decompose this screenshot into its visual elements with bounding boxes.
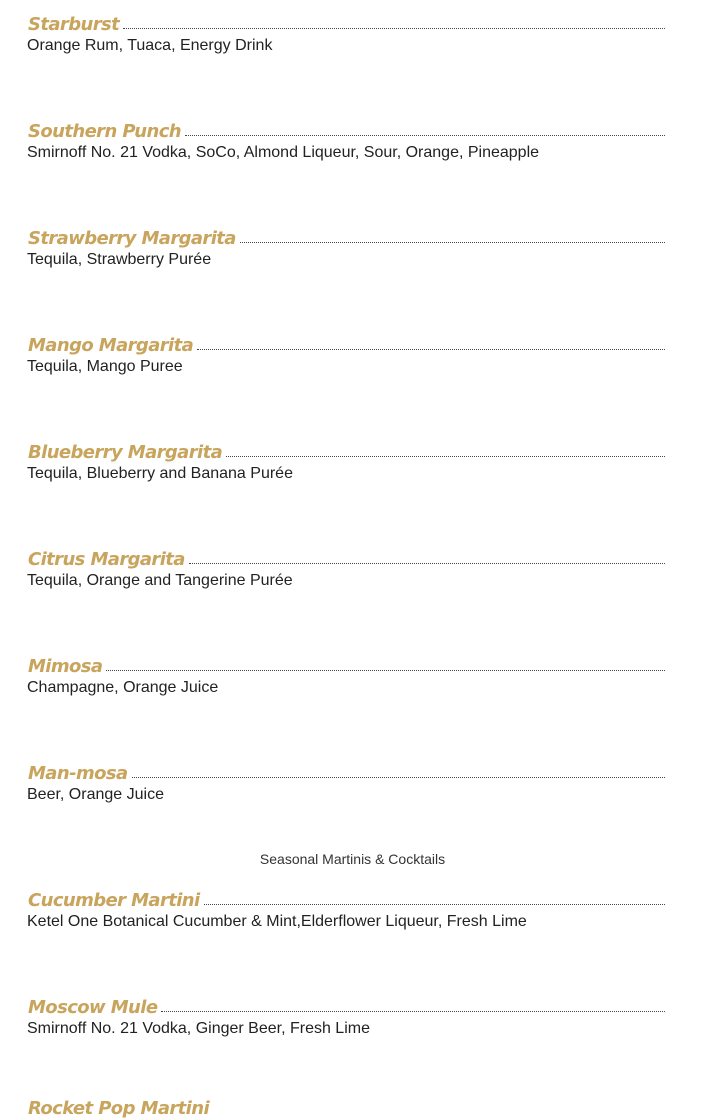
item-name: Blueberry Margarita — [28, 442, 223, 463]
section-heading: Seasonal Martinis & Cocktails — [259, 851, 446, 867]
item-description: Ketel One Botanical Cucumber & Mint,Elderflower Liqueur, Fresh Lime — [27, 913, 527, 930]
item-name: Rocket Pop Martini — [28, 1098, 210, 1119]
menu-item-mango-margarita — [28, 335, 665, 376]
item-description: Beer, Orange Juice — [27, 786, 164, 803]
dotted-leader — [185, 134, 665, 136]
item-name: Moscow Mule — [28, 997, 158, 1018]
dotted-leader — [204, 903, 665, 905]
item-name: Southern Punch — [28, 121, 181, 142]
dotted-leader — [197, 348, 665, 350]
item-description: Champagne, Orange Juice — [27, 679, 219, 696]
item-name: Cucumber Martini — [28, 890, 200, 911]
item-description: Smirnoff No. 21 Vodka, SoCo, Almond Liqueur, Sour, Orange, Pineapple — [27, 144, 540, 161]
item-description: Tequila, Blueberry and Banana Purée — [27, 465, 293, 482]
item-name: Mango Margarita — [28, 335, 194, 356]
menu-item-blueberry-margarita — [28, 442, 665, 483]
menu-item-southern-punch — [28, 121, 665, 162]
item-name: Man-mosa — [28, 763, 128, 784]
dotted-leader — [106, 669, 665, 671]
item-name: Starburst — [28, 14, 120, 35]
item-name: Strawberry Margarita — [28, 228, 236, 249]
dotted-leader — [226, 455, 665, 457]
menu-item-rocket-pop-martini — [28, 1098, 665, 1120]
menu-item-man-mosa — [28, 763, 665, 804]
item-description: Tequila, Strawberry Purée — [27, 251, 212, 268]
item-description: Orange Rum, Tuaca, Energy Drink — [27, 37, 273, 54]
item-description: Tequila, Mango Puree — [27, 358, 183, 375]
menu-item-strawberry-margarita — [28, 228, 665, 269]
item-name: Citrus Margarita — [28, 549, 185, 570]
menu-item-mimosa — [28, 656, 665, 697]
item-description: Smirnoff No. 21 Vodka, Ginger Beer, Fresh Lime — [27, 1020, 370, 1037]
menu-item-citrus-margarita — [28, 549, 665, 590]
dotted-leader — [132, 776, 665, 778]
dotted-leader — [161, 1010, 665, 1012]
item-name: Mimosa — [28, 656, 103, 677]
dotted-leader — [123, 27, 665, 29]
menu-item-moscow-mule — [28, 997, 665, 1038]
menu-item-cucumber-martini — [28, 890, 665, 931]
dotted-leader — [240, 241, 665, 243]
dotted-leader — [189, 562, 665, 564]
menu-item-starburst — [28, 14, 665, 55]
item-description: Tequila, Orange and Tangerine Purée — [27, 572, 293, 589]
